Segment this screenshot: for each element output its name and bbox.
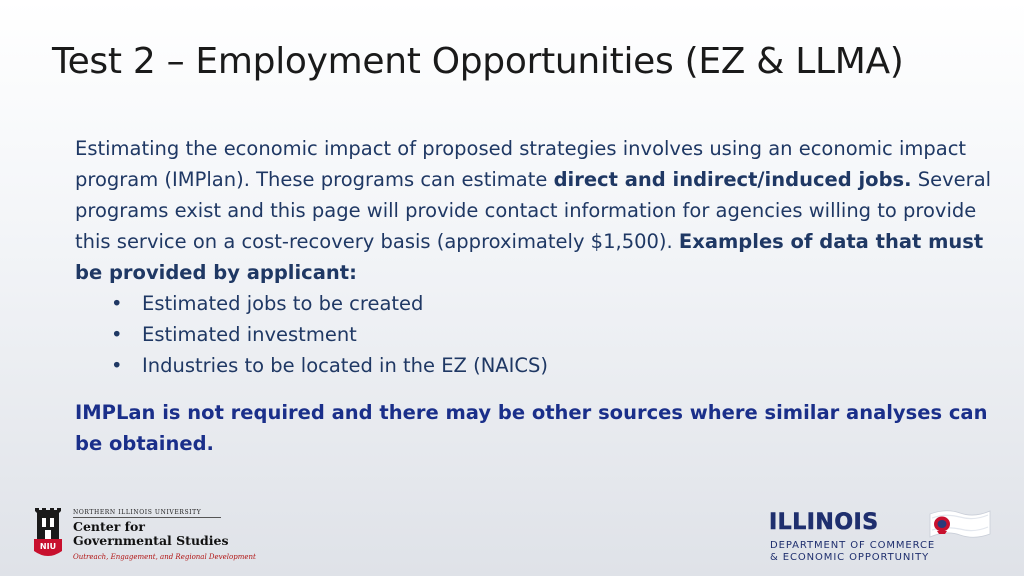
illinois-dept-line-2: & ECONOMIC OPPORTUNITY xyxy=(770,552,930,563)
niu-mark-text: NIU xyxy=(39,542,57,551)
bullet-list xyxy=(75,288,995,381)
bullet-text: Industries to be located in the EZ (NAICS) xyxy=(142,354,548,377)
niu-cgs-logo xyxy=(33,505,263,567)
illinois-wordmark: ILLINOIS xyxy=(769,510,879,535)
bullet-text: Estimated investment xyxy=(142,323,357,346)
niu-divider xyxy=(73,517,221,518)
paragraph-part-1: Estimating the economic impact of proposed strategies involves using an economic impact program (IMPlan). These programs can estimate xyxy=(75,137,967,191)
illinois-dceo-logo xyxy=(768,504,994,566)
niu-tagline: Outreach, Engagement, and Regional Development xyxy=(73,553,256,561)
intro-paragraph xyxy=(75,133,995,288)
bullet-item xyxy=(111,350,995,381)
paragraph-part-2: Several programs exist and this page will provide contact information for agencies willing to provide this service on a cost-recovery basis (approximately $1,500). xyxy=(75,168,992,253)
illinois-dept-line-1: DEPARTMENT OF COMMERCE xyxy=(770,540,936,551)
illinois-flag-icon xyxy=(928,508,992,540)
slide-body xyxy=(75,133,995,459)
bullet-text: Estimated jobs to be created xyxy=(142,292,424,315)
implan-note: IMPLan is not required and there may be other sources where similar analyses can be obtained. xyxy=(75,401,988,455)
niu-center-name xyxy=(73,520,229,548)
niu-center-line-2: Governmental Studies xyxy=(73,533,229,548)
bullet-item xyxy=(111,319,995,350)
niu-center-line-1: Center for xyxy=(73,519,145,534)
bullet-icon: • xyxy=(111,292,123,315)
bullet-icon: • xyxy=(111,323,123,346)
bullet-item xyxy=(111,288,995,319)
paragraph-bold-jobs: direct and indirect/induced jobs. xyxy=(553,168,912,191)
bullet-icon: • xyxy=(111,354,123,377)
niu-university-name: NORTHERN ILLINOIS UNIVERSITY xyxy=(73,509,202,516)
illinois-dept-name xyxy=(770,540,935,564)
paragraph-bold-examples: Examples of data that must be provided by applicant: xyxy=(75,230,984,284)
niu-mark-icon xyxy=(33,505,63,561)
slide-title: Test 2 – Employment Opportunities (EZ & LLMA) xyxy=(52,41,904,82)
